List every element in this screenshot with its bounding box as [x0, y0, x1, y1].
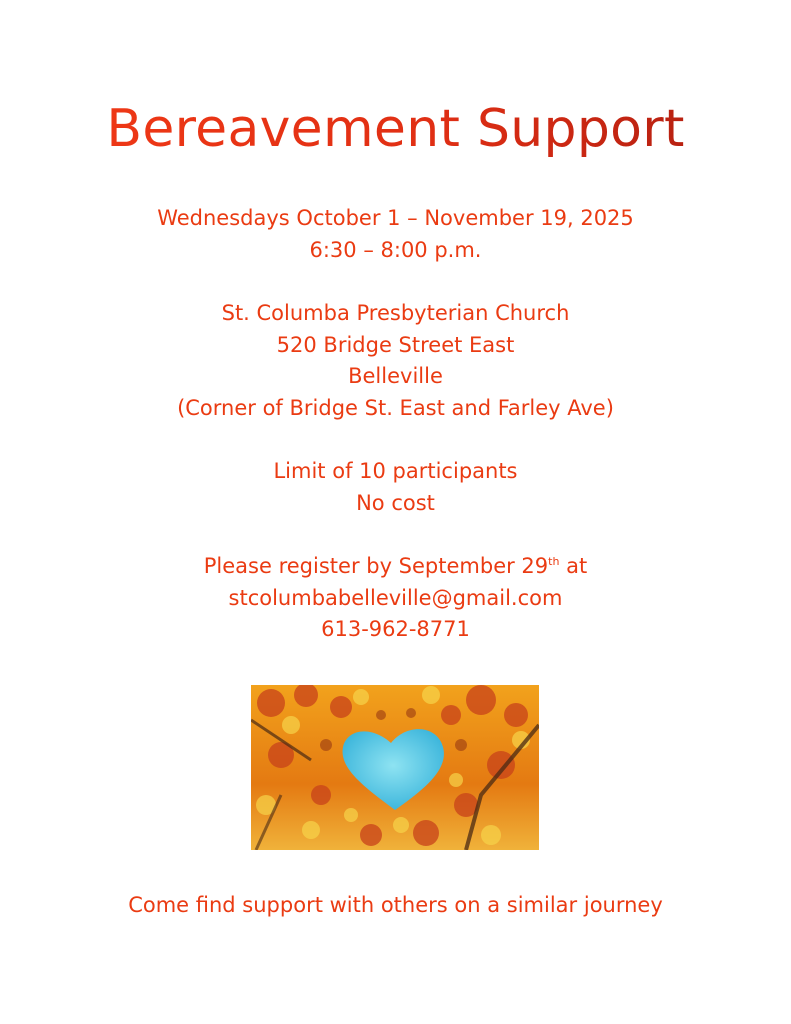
register-deadline-text: Please register by September 29 [203, 554, 549, 578]
schedule-time: 6:30 – 8:00 p.m. [309, 237, 482, 262]
cost-info: No cost [356, 490, 435, 515]
register-deadline-suffix: at [559, 554, 588, 578]
register-deadline-ordinal: th [548, 555, 560, 568]
contact-phone: 613-962-8771 [321, 617, 470, 641]
participant-limit: Limit of 10 participants [273, 459, 518, 483]
autumn-heart-sky-photo [251, 685, 539, 850]
location-block [0, 298, 791, 424]
details-block [0, 456, 791, 519]
registration-block [0, 551, 791, 646]
location-city: Belleville [348, 364, 443, 388]
location-corner: (Corner of Bridge St. East and Farley Ave) [177, 395, 614, 420]
register-deadline [0, 551, 791, 583]
contact-email: stcolumbabelleville@gmail.com [228, 585, 563, 610]
schedule-block [0, 203, 791, 266]
autumn-photo-illustration [251, 685, 539, 850]
location-street: 520 Bridge Street East [276, 332, 515, 357]
page-title: Bereavement Support [0, 96, 791, 162]
footer-message: Come find support with others on a similar journey [128, 893, 663, 917]
schedule-dates: Wednesdays October 1 – November 19, 2025 [157, 206, 634, 230]
location-name: St. Columba Presbyterian Church [221, 301, 570, 325]
